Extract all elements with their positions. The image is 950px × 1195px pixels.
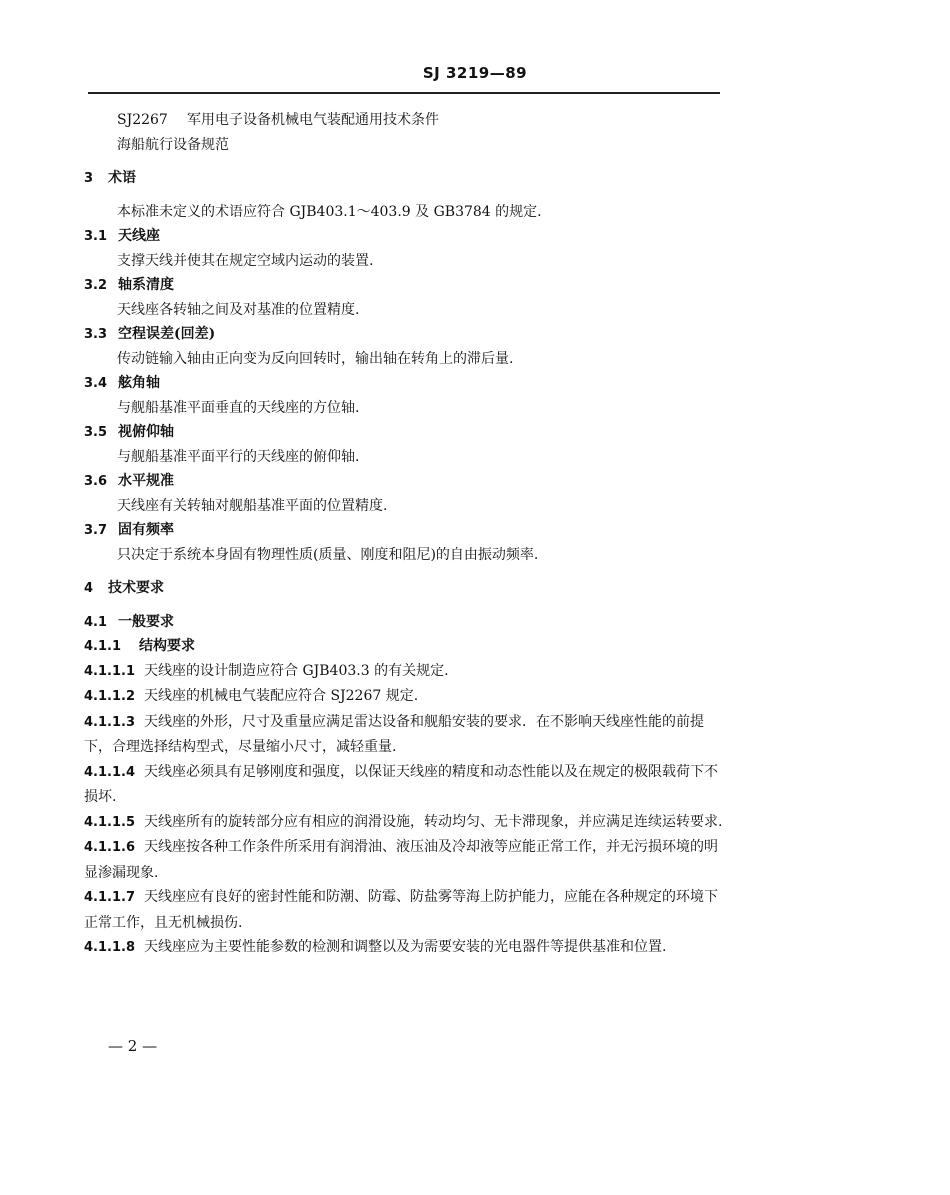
reference-item (84, 108, 724, 133)
clause-item (84, 659, 724, 685)
clause-number: 4.1.1.3 (84, 714, 135, 730)
term-definition: 传动链输入轴由正向变为反向回转时，输出轴在转角上的滞后量. (117, 350, 514, 367)
term-number: 3.5 (84, 425, 108, 440)
term-definition: 只决定于系统本身固有物理性质(质量、刚度和阻尼)的自由振动频率. (117, 546, 539, 563)
term-title: 天线座 (118, 228, 160, 244)
term-title: 舷角轴 (118, 375, 160, 391)
term-heading (84, 371, 724, 396)
subsection-title: 结构要求 (139, 638, 195, 654)
reference-item (84, 133, 724, 158)
clause-text: 天线座按各种工作条件所采用有润滑油、液压油及冷却液等应能正常工作，并无污损环境的明显渗漏现象. (84, 839, 718, 881)
term-definition: 天线座各转轴之间及对基准的位置精度. (117, 301, 360, 318)
page-number: — 2 — (108, 1037, 158, 1055)
term-number: 3.7 (84, 523, 108, 538)
term-definition: 支撑天线并使其在规定空域内运动的装置. (117, 252, 374, 269)
clause-item (84, 935, 724, 961)
header-rule (88, 92, 720, 94)
term-title: 固有频率 (118, 522, 174, 538)
section-number: 3 (84, 171, 94, 186)
subsection-number: 4.1.1 (84, 639, 122, 654)
section-title: 术语 (108, 170, 136, 186)
term-number: 3.6 (84, 474, 108, 489)
clause-number: 4.1.1.7 (84, 890, 135, 905)
clause-text: 天线座应有良好的密封性能和防潮、防霉、防盐雾等海上防护能力，应能在各种规定的环境下正常工作，且无机械损伤. (84, 889, 718, 931)
clause-text: 天线座所有的旋转部分应有相应的润滑设施，转动均匀、无卡滞现象，并应满足连续运转要求. (144, 813, 723, 830)
term-definition: 与舰船基准平面垂直的天线座的方位轴. (117, 399, 360, 416)
clause-text: 天线座应为主要性能参数的检测和调整以及为需要安装的光电器件等提供基准和位置. (144, 939, 667, 955)
clause-number: 4.1.1.1 (84, 663, 135, 679)
clause-text: 天线座的外形，尺寸及重量应满足雷达设备和舰船安装的要求．在不影响天线座性能的前提下，合理选择结构型式，尽量缩小尺寸，减轻重量. (84, 713, 704, 755)
term-definition: 天线座有关转轴对舰船基准平面的位置精度. (117, 497, 388, 514)
section-heading (84, 166, 724, 191)
clause-item (84, 885, 724, 935)
term-title: 视俯仰轴 (118, 424, 174, 440)
clause-text: 天线座的设计制造应符合 GJB403.3 的有关规定. (144, 662, 449, 679)
clause-number: 4.1.1.6 (84, 840, 135, 855)
reference-title: 海船航行设备规范 (117, 136, 229, 153)
term-heading (84, 420, 724, 445)
clause-item (84, 810, 724, 836)
term-heading (84, 518, 724, 543)
clause-item (84, 760, 724, 810)
clause-item (84, 710, 724, 760)
subsection-heading (84, 634, 724, 659)
document-body (84, 108, 724, 961)
term-definition: 与舰船基准平面平行的天线座的俯仰轴. (117, 448, 360, 465)
term-number: 3.1 (84, 229, 108, 244)
reference-code: SJ2267 (117, 112, 168, 128)
term-title: 轴系清度 (118, 277, 174, 293)
clause-number: 4.1.1.8 (84, 940, 135, 955)
page-header: SJ 3219—89 (422, 64, 528, 82)
clause-text: 天线座的机械电气装配应符合 SJ2267 规定. (144, 688, 419, 704)
clause-number: 4.1.1.2 (84, 689, 135, 704)
clause-number: 4.1.1.4 (84, 764, 135, 780)
section-heading (84, 576, 724, 601)
section-title: 技术要求 (108, 580, 164, 596)
clause-item (84, 835, 724, 885)
term-number: 3.2 (84, 278, 108, 293)
term-number: 3.3 (84, 327, 108, 342)
term-heading (84, 469, 724, 494)
clause-item (84, 684, 724, 710)
subsection-title: 一般要求 (118, 613, 174, 630)
subsection-heading (84, 610, 724, 635)
term-heading (84, 224, 724, 249)
reference-title: 军用电子设备机械电气装配通用技术条件 (187, 112, 439, 128)
term-title: 水平规准 (118, 473, 174, 489)
subsection-number: 4.1 (84, 614, 108, 630)
term-heading (84, 322, 724, 347)
section-number: 4 (84, 581, 94, 596)
term-number: 3.4 (84, 376, 108, 391)
term-title: 空程误差(回差) (118, 326, 216, 342)
clause-text: 天线座必须具有足够刚度和强度，以保证天线座的精度和动态性能以及在规定的极限载荷下不损坏. (84, 763, 718, 805)
term-heading (84, 273, 724, 298)
clause-number: 4.1.1.5 (84, 814, 135, 830)
section-intro: 本标准未定义的术语应符合 GJB403.1～403.9 及 GB3784 的规定. (117, 203, 542, 220)
